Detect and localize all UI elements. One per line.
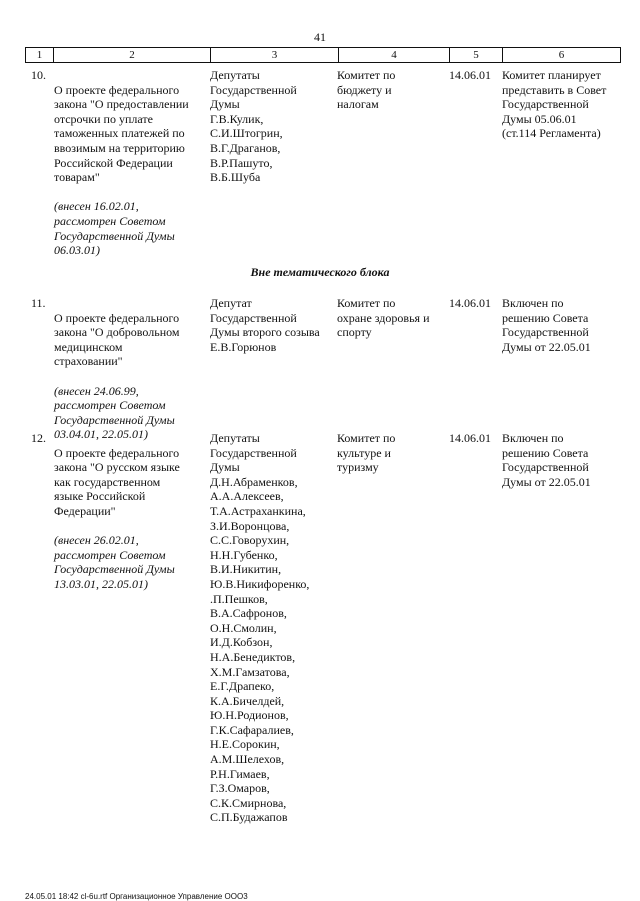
section-title: Вне тематического блока xyxy=(250,265,390,279)
bill-title-block xyxy=(54,68,212,272)
header-col-2: 2 xyxy=(54,48,211,62)
table-header xyxy=(25,47,621,63)
bill-committee: Комитет по бюджету и налогам xyxy=(337,68,396,112)
bill-committee: Комитет по культуре и туризму xyxy=(337,431,396,475)
row-number: 11. xyxy=(31,296,46,310)
bill-status: (внесен 16.02.01, рассмотрен Советом Государственной Думы 06.03.01) xyxy=(54,199,175,258)
page-number: 41 xyxy=(314,30,326,44)
row-number: 12. xyxy=(31,431,46,445)
row-number: 10. xyxy=(31,68,46,82)
bill-date: 14.06.01 xyxy=(449,431,491,445)
header-col-3: 3 xyxy=(211,48,339,62)
bill-status: (внесен 24.06.99, рассмотрен Советом Государственной Думы 03.04.01, 22.05.01) xyxy=(54,383,175,442)
bill-authors: Депутаты Государственной Думы Д.Н.Абраменков, А.А.Алексеев, Т.А.Астраханкина, З.И.Воронцова, С.С.Говорухин, Н.Н.Губенко, В.И.Никитин, Ю.В.Никифоренко, .П.Пешков, В.А.Сафронов, О.Н.Смолин, И.Д.Кобзон, Н.А.Бенедиктов, Х.М.Гамзатова, Е.Г.Драпеко, К.А.Бичелдей, Ю.Н.Родионов, Г.К.Сафаралиев, Н.Е.Сорокин, А.М.Шелехов, Р.Н.Гимаев, Г.З.Омаров, С.К.Смирнова, С.П.Будажапов xyxy=(210,431,310,825)
bill-status: (внесен 26.02.01, рассмотрен Советом Государственной Думы 13.03.01, 22.05.01) xyxy=(54,533,175,591)
bill-date: 14.06.01 xyxy=(449,68,491,82)
bill-authors: Депутат Государственной Думы второго созыва Е.В.Горюнов xyxy=(210,296,320,354)
header-col-1: 1 xyxy=(26,48,54,62)
page-footer: 24.05.01 18:42 cl-6u.rtf Организационное Управление ООО3 xyxy=(25,892,248,901)
bill-title: О проекте федерального закона "О предоставлении отсрочки по уплате таможенных платежей по ввозимым на территорию Российской Федерации товарам" xyxy=(54,82,189,185)
header-col-4: 4 xyxy=(339,48,450,62)
header-col-6: 6 xyxy=(558,49,565,61)
bill-committee: Комитет по охране здоровья и спорту xyxy=(337,296,430,340)
bill-authors: Депутаты Государственной Думы Г.В.Кулик, С.И.Штогрин, В.Г.Драганов, В.Р.Пашуто, В.Б.Шуба xyxy=(210,68,297,185)
bill-date: 14.06.01 xyxy=(449,296,491,310)
header-col-5: 5 xyxy=(450,48,503,62)
bill-result: Включен по решению Совета Государственной Думы от 22.05.01 xyxy=(502,296,591,354)
bill-title-block xyxy=(54,431,212,606)
bill-title: О проекте федерального закона "О добровольном медицинском страховании" xyxy=(54,310,180,369)
bill-title: О проекте федерального закона "О русском языке как государственном языке Российской Федерации" xyxy=(54,445,180,518)
bill-result: Включен по решению Совета Государственной Думы от 22.05.01 xyxy=(502,431,591,489)
bill-result: Комитет планирует представить в Совет Государственной Думы 05.06.01 (ст.114 Регламента) xyxy=(502,68,607,141)
